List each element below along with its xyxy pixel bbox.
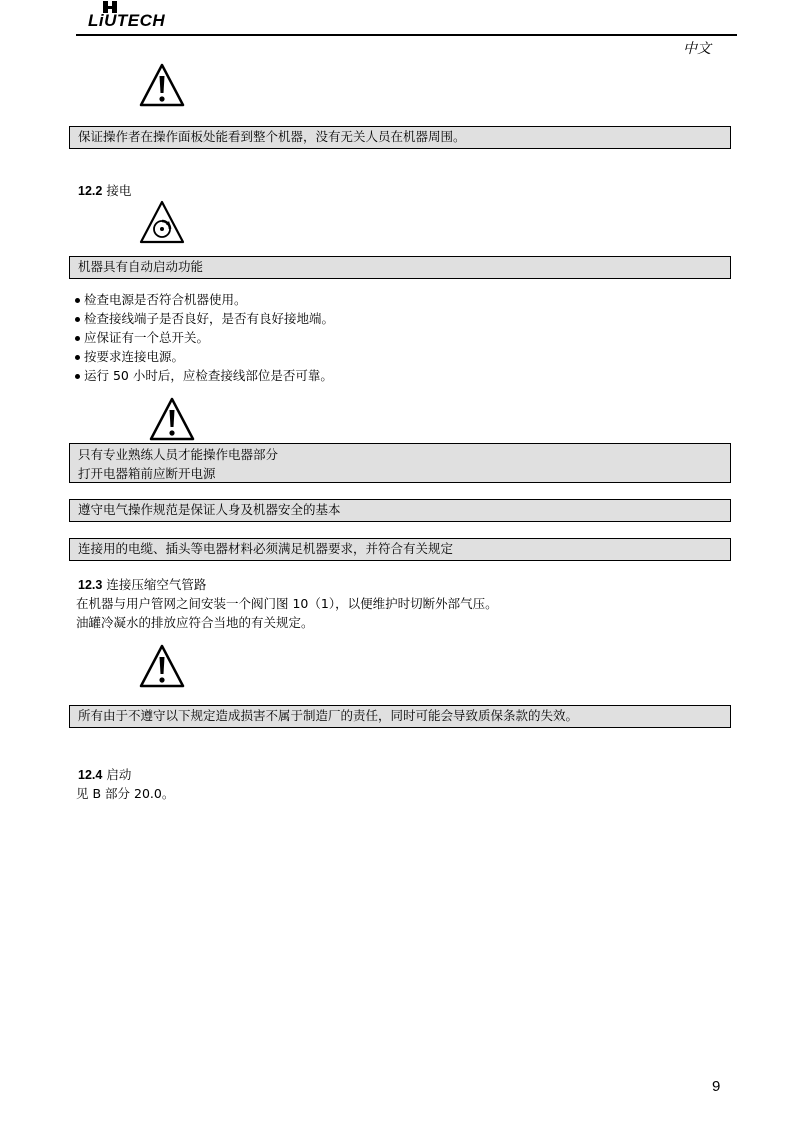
notice-text: 所有由于不遵守以下规定造成损害不属于制造厂的责任，同时可能会导致质保条款的失效。 <box>78 708 579 723</box>
power-checklist <box>74 290 334 385</box>
notice-text: 机器具有自动启动功能 <box>78 259 204 274</box>
section-heading-12-3 <box>78 575 206 593</box>
section-number: 12.2 <box>78 184 103 198</box>
section-title: 启动 <box>106 767 132 782</box>
language-label: 中文 <box>683 41 711 57</box>
section-title: 连接压缩空气管路 <box>106 577 207 592</box>
logo-text: LiUTECH <box>88 11 166 30</box>
section-heading-12-4 <box>78 765 131 783</box>
notice-text: 遵守电气操作规范是保证人身及机器安全的基本 <box>78 502 341 517</box>
notice-auto-start <box>69 256 731 279</box>
section-heading-12-2 <box>78 181 131 199</box>
list-item: 检查电源是否符合机器使用。 <box>74 290 334 309</box>
list-item: 按要求连接电源。 <box>74 347 334 366</box>
section-title: 接电 <box>106 183 132 198</box>
notice-cable <box>69 538 731 561</box>
automatic-start-icon <box>138 199 186 245</box>
notice-operator-view <box>69 126 731 149</box>
notice-electrician <box>69 443 731 483</box>
section-number: 12.4 <box>78 768 103 782</box>
section-number: 12.3 <box>78 578 103 592</box>
paragraph-line: 在机器与用户管网之间安装一个阀门图 10（1），以便维护时切断外部气压。 <box>76 596 498 611</box>
header-divider <box>76 34 737 36</box>
list-item: 检查接线端子是否良好，是否有良好接地端。 <box>74 309 334 328</box>
paragraph-line: 油罐冷凝水的排放应符合当地的有关规定。 <box>76 615 314 630</box>
notice-electric-rules <box>69 499 731 522</box>
list-item: 应保证有一个总开关。 <box>74 328 334 347</box>
warning-triangle-icon <box>138 643 186 689</box>
section-12-4-text: 见 B 部分 20.0。 <box>76 786 175 801</box>
list-item: 运行 50 小时后，应检查接线部位是否可靠。 <box>74 366 334 385</box>
section-12-3-paragraph <box>76 594 498 632</box>
warning-triangle-icon <box>148 396 196 442</box>
warning-triangle-icon <box>138 62 186 108</box>
notice-text: 保证操作者在操作面板处能看到整个机器，没有无关人员在机器周围。 <box>78 129 466 144</box>
page-number: 9 <box>712 1078 721 1095</box>
notice-liability <box>69 705 731 728</box>
notice-line: 打开电器箱前应断开电源 <box>78 466 216 481</box>
notice-line: 只有专业熟练人员才能操作电器部分 <box>78 447 279 462</box>
notice-text: 连接用的电缆、插头等电器材料必须满足机器要求，并符合有关规定 <box>78 541 454 556</box>
